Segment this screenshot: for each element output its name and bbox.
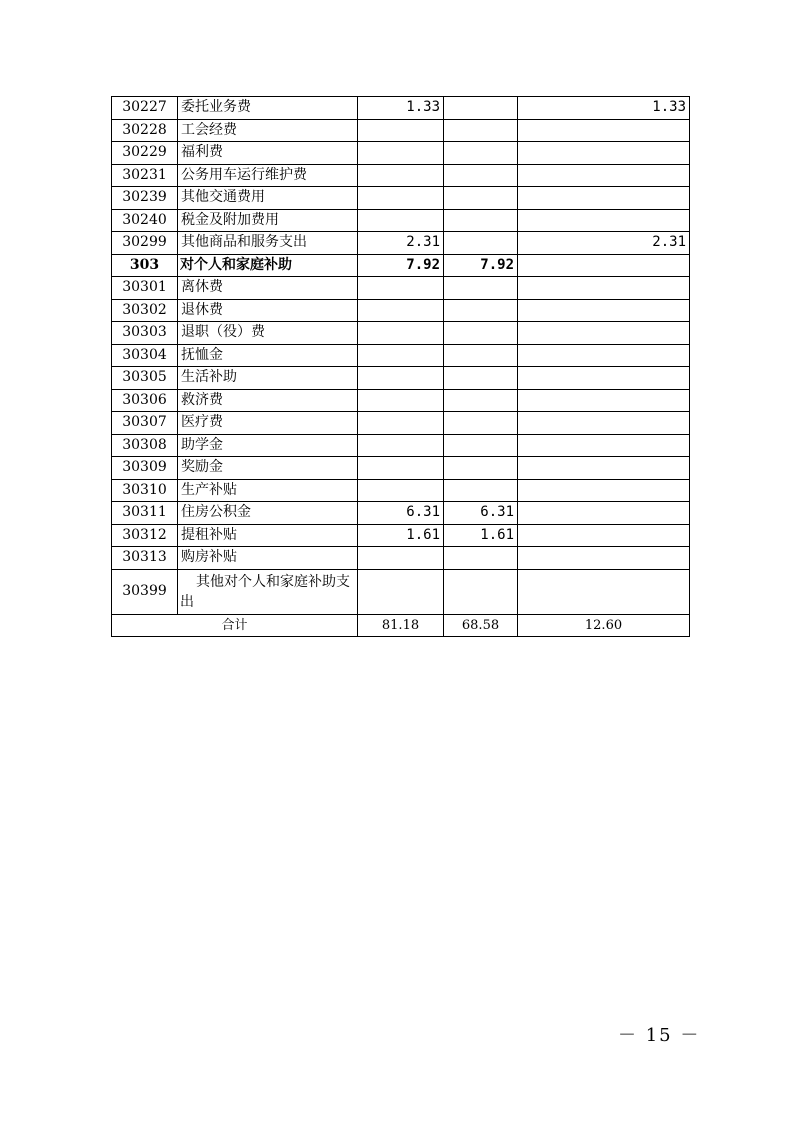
- col1-cell: [358, 389, 444, 412]
- name-cell: 委托业务费: [178, 97, 358, 120]
- col3-cell: 1.33: [518, 97, 690, 120]
- col2-cell: [444, 97, 518, 120]
- name-cell: 福利费: [178, 142, 358, 165]
- name-cell: 购房补贴: [178, 547, 358, 570]
- table-row: [112, 389, 690, 412]
- name-cell: 公务用车运行维护费: [178, 164, 358, 187]
- col3-cell: [518, 344, 690, 367]
- col2-cell: [444, 389, 518, 412]
- code-cell: 30307: [112, 412, 178, 435]
- name-cell: 生产补贴: [178, 479, 358, 502]
- name-cell: 其他交通费用: [178, 187, 358, 210]
- col1-cell: [358, 209, 444, 232]
- code-cell: 30303: [112, 322, 178, 345]
- col2-cell: [444, 322, 518, 345]
- table-body: [112, 97, 690, 615]
- col1-cell: [358, 547, 444, 570]
- total-col3: 12.60: [518, 614, 690, 637]
- name-cell: 住房公积金: [178, 502, 358, 525]
- name-cell: 提租补贴: [178, 524, 358, 547]
- col1-cell: [358, 187, 444, 210]
- col1-cell: [358, 322, 444, 345]
- total-label: 合计: [112, 614, 358, 637]
- col3-cell: [518, 502, 690, 525]
- table-row: [112, 502, 690, 525]
- col2-cell: [444, 412, 518, 435]
- col2-cell: [444, 547, 518, 570]
- col1-cell: 2.31: [358, 232, 444, 255]
- col1-cell: [358, 142, 444, 165]
- table-row: [112, 344, 690, 367]
- code-cell: 30299: [112, 232, 178, 255]
- col3-cell: [518, 119, 690, 142]
- table-row: [112, 187, 690, 210]
- col1-cell: [358, 344, 444, 367]
- code-cell: 30312: [112, 524, 178, 547]
- table-row: [112, 457, 690, 480]
- name-cell: 其他对个人和家庭补助支出: [178, 569, 358, 614]
- col1-cell: [358, 434, 444, 457]
- code-cell: 30229: [112, 142, 178, 165]
- page-number: － 15 －: [618, 1025, 701, 1046]
- name-cell: 税金及附加费用: [178, 209, 358, 232]
- col1-cell: [358, 457, 444, 480]
- table-row: [112, 434, 690, 457]
- col3-cell: [518, 209, 690, 232]
- table-row: [112, 209, 690, 232]
- col3-cell: [518, 524, 690, 547]
- table-row: [112, 254, 690, 277]
- code-cell: 30304: [112, 344, 178, 367]
- col3-cell: [518, 367, 690, 390]
- expenditure-table: [111, 96, 690, 637]
- name-cell: 生活补助: [178, 367, 358, 390]
- col2-cell: 7.92: [444, 254, 518, 277]
- col2-cell: [444, 209, 518, 232]
- col3-cell: [518, 142, 690, 165]
- col3-cell: [518, 434, 690, 457]
- code-cell: 30301: [112, 277, 178, 300]
- code-cell: 303: [112, 254, 178, 277]
- table-row: [112, 479, 690, 502]
- col3-cell: [518, 277, 690, 300]
- code-cell: 30227: [112, 97, 178, 120]
- table-row: [112, 524, 690, 547]
- code-cell: 30240: [112, 209, 178, 232]
- col1-cell: 1.33: [358, 97, 444, 120]
- total-col2: 68.58: [444, 614, 518, 637]
- name-cell: 工会经费: [178, 119, 358, 142]
- col3-cell: [518, 187, 690, 210]
- table-row: [112, 547, 690, 570]
- col2-cell: [444, 457, 518, 480]
- code-cell: 30308: [112, 434, 178, 457]
- name-cell: 其他商品和服务支出: [178, 232, 358, 255]
- table-row: [112, 277, 690, 300]
- col2-cell: 6.31: [444, 502, 518, 525]
- table-row: [112, 119, 690, 142]
- code-cell: 30239: [112, 187, 178, 210]
- name-cell: 退职（役）费: [178, 322, 358, 345]
- table-row: [112, 412, 690, 435]
- col2-cell: [444, 142, 518, 165]
- col3-cell: [518, 569, 690, 614]
- col2-cell: [444, 119, 518, 142]
- code-cell: 30306: [112, 389, 178, 412]
- col1-cell: [358, 367, 444, 390]
- col2-cell: [444, 277, 518, 300]
- name-cell: 抚恤金: [178, 344, 358, 367]
- col1-cell: [358, 277, 444, 300]
- col3-cell: [518, 299, 690, 322]
- col3-cell: [518, 479, 690, 502]
- code-cell: 30399: [112, 569, 178, 614]
- col2-cell: [444, 232, 518, 255]
- code-cell: 30309: [112, 457, 178, 480]
- table-row: [112, 232, 690, 255]
- table-row: [112, 164, 690, 187]
- col1-cell: [358, 412, 444, 435]
- col2-cell: [444, 344, 518, 367]
- table-row: [112, 322, 690, 345]
- col2-cell: [444, 569, 518, 614]
- name-cell: 奖励金: [178, 457, 358, 480]
- code-cell: 30313: [112, 547, 178, 570]
- col3-cell: [518, 164, 690, 187]
- total-row: [112, 614, 690, 637]
- col3-cell: [518, 389, 690, 412]
- name-cell: 退休费: [178, 299, 358, 322]
- col2-cell: [444, 367, 518, 390]
- col1-cell: [358, 119, 444, 142]
- col1-cell: 1.61: [358, 524, 444, 547]
- total-col1: 81.18: [358, 614, 444, 637]
- col2-cell: [444, 187, 518, 210]
- col1-cell: [358, 299, 444, 322]
- col2-cell: [444, 434, 518, 457]
- code-cell: 30231: [112, 164, 178, 187]
- name-cell: 对个人和家庭补助: [178, 254, 358, 277]
- table-row: [112, 142, 690, 165]
- col2-cell: [444, 164, 518, 187]
- table-row: [112, 569, 690, 614]
- code-cell: 30305: [112, 367, 178, 390]
- name-cell: 救济费: [178, 389, 358, 412]
- col3-cell: 2.31: [518, 232, 690, 255]
- col3-cell: [518, 547, 690, 570]
- col2-cell: [444, 479, 518, 502]
- code-cell: 30228: [112, 119, 178, 142]
- code-cell: 30310: [112, 479, 178, 502]
- name-cell: 离休费: [178, 277, 358, 300]
- table-row: [112, 97, 690, 120]
- col2-cell: [444, 299, 518, 322]
- table-row: [112, 367, 690, 390]
- col3-cell: [518, 457, 690, 480]
- col3-cell: [518, 254, 690, 277]
- code-cell: 30311: [112, 502, 178, 525]
- code-cell: 30302: [112, 299, 178, 322]
- name-cell: 助学金: [178, 434, 358, 457]
- col1-cell: [358, 479, 444, 502]
- col1-cell: 7.92: [358, 254, 444, 277]
- col1-cell: [358, 569, 444, 614]
- col3-cell: [518, 412, 690, 435]
- table-row: [112, 299, 690, 322]
- name-cell: 医疗费: [178, 412, 358, 435]
- col2-cell: 1.61: [444, 524, 518, 547]
- col1-cell: [358, 164, 444, 187]
- col1-cell: 6.31: [358, 502, 444, 525]
- col3-cell: [518, 322, 690, 345]
